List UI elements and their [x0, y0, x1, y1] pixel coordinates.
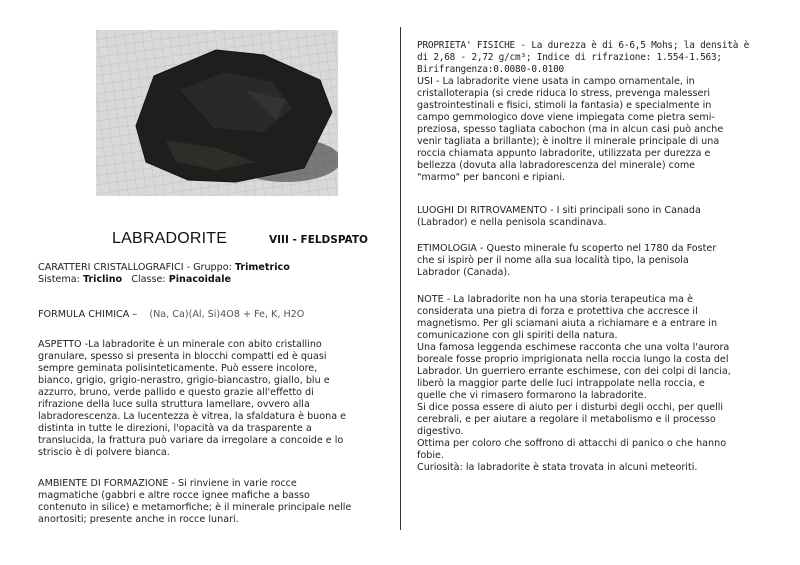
text-line: striscio è di polvere bianca. [38, 447, 170, 458]
mineral-group: VIII - FELDSPATO [269, 234, 368, 246]
text-line: quelle che vi rimasero formarono la labradorite. [417, 390, 647, 401]
labradorite-image [96, 30, 338, 196]
mineral-photo [96, 30, 338, 196]
text-line: granulare, spesso si presenta in blocchi compatti ed è quasi [38, 351, 327, 362]
text-line: Una famosa leggenda eschimese racconta che una volta l'aurora [417, 342, 730, 353]
formula-label: FORMULA CHIMICA – [38, 309, 138, 320]
text-line: cristalloterapia (si crede riduca lo stress, prevenga malesseri [417, 88, 711, 99]
text-line: fobie. [417, 450, 444, 461]
text-line: LUOGHI DI RITROVAMENTO - I siti principali sono in Canada [417, 205, 701, 216]
text-line: di 2,68 - 2,72 g/cm³; Indice di rifrazione: 1.554-1.563; [417, 52, 722, 63]
note-section [417, 294, 777, 474]
text-line: ETIMOLOGIA - Questo minerale fu scoperto nel 1780 da Foster [417, 243, 717, 254]
text-line: Ottima per coloro che soffrono di attacchi di panico o che hanno [417, 438, 727, 449]
text-line: Birifrangenza:0.0080-0.0100 [417, 64, 564, 75]
text-line: (Labrador) e nella penisola scandinava. [417, 217, 607, 228]
text-line: NOTE - La labradorite non ha una storia terapeutica ma è [417, 294, 693, 305]
crystal-group: Trimetrico [234, 262, 290, 273]
text-line: anortositi; presente anche in rocce lunari. [38, 514, 239, 525]
crystal-section [38, 262, 390, 286]
text-line: translucida, la frattura può variare da irregolare a concoide e lo [38, 435, 344, 446]
text-line: contenuto in silice) e metamorfiche; è il minerale principale nelle [38, 502, 352, 513]
text-line: boreale fosse proprio imprigionata nella roccia lungo la costa del [417, 354, 729, 365]
class-label: Classe: [122, 274, 169, 285]
text-line: rifrazione della luce sulla struttura lamellare, ovvero alla [38, 399, 310, 410]
crystal-label: CARATTERI CRISTALLOGRAFICI - Gruppo: [38, 262, 235, 273]
formula-section [38, 309, 390, 321]
system-label: Sistema: [38, 274, 83, 285]
text-line: cerebrali, e per aiutare a regolare il metabolismo e il processo [417, 414, 716, 425]
usi-section [417, 76, 777, 184]
text-line: campo gemmologico dove viene impiegata come pietra semi- [417, 112, 715, 123]
text-line: bianco, grigio, grigio-nerastro, grigio-biancastro, giallo, blu e [38, 375, 330, 386]
text-line: gastrointestinali e fisici, stimoli la fantasia) e specialmente in [417, 100, 712, 111]
formula-value: (Na, Ca)(Al, Si)4O8 + Fe, K, H2O [149, 309, 305, 320]
text-line: che si ispirò per il nome alla sua località tipo, la penisola [417, 255, 689, 266]
text-line: Labrador (Canada). [417, 267, 511, 278]
text-line: digestivo. [417, 426, 464, 437]
text-line: labradorescenza. La lucentezza è vitrea, la sfaldatura è buona e [38, 411, 347, 422]
aspetto-section [38, 339, 390, 459]
proprieta-section [417, 40, 777, 76]
text-line: venir tagliata a brillante); è inoltre il minerale principale di una [417, 136, 720, 147]
text-line: liberò la maggior parte delle luci intrappolate nella roccia, e [417, 378, 705, 389]
text-line: "marmo" per banconi e ripiani. [417, 172, 566, 183]
crystal-system: Triclino [82, 274, 123, 285]
text-line: Si dice possa essere di aiuto per i disturbi degli occhi, per quelli [417, 402, 724, 413]
etimologia-section [417, 243, 777, 279]
page-title: LABRADORITE [112, 230, 228, 247]
text-line: Curiosità: la labradorite è stata trovata in alcuni meteoriti. [417, 462, 698, 473]
column-divider [400, 27, 401, 530]
luoghi-section [417, 205, 777, 229]
text-line: PROPRIETA' FISICHE - La durezza è di 6-6,5 Mohs; la densità è [417, 40, 750, 51]
text-line: ASPETTO -La labradorite è un minerale con abito cristallino [38, 339, 322, 350]
title-row [112, 230, 392, 250]
text-line: sempre geminata polisinteticamente. Può essere incolore, [38, 363, 318, 374]
text-line: roccia chiamata appunto labradorite, utilizzata per durezza e [417, 148, 711, 159]
text-line: Labrador. Un guerriero errante eschimese, con dei colpi di lancia, [417, 366, 731, 377]
text-line: magmatiche (gabbri e altre rocce ignee mafiche a basso [38, 490, 310, 501]
text-line: distinta in tutte le direzioni, l'opacità va da trasparente a [38, 423, 312, 434]
crystal-class: Pinacoidale [168, 274, 232, 285]
text-line: AMBIENTE DI FORMAZIONE - Si rinviene in varie rocce [38, 478, 297, 489]
text-line: considerata una pietra di forza e protettiva che accresce il [417, 306, 698, 317]
text-line: azzurro, bruno, verde pallido e questo grazie all'effetto di [38, 387, 314, 398]
text-line: preziosa, spesso tagliata cabochon (ma in alcun casi può anche [417, 124, 724, 135]
text-line: magnetismo. Per gli sciamani aiuta a richiamare e a entrare in [417, 318, 718, 329]
text-line: comunicazione con gli spiriti della natura. [417, 330, 618, 341]
text-line: USI - La labradorite viene usata in campo ornamentale, in [417, 76, 695, 87]
ambiente-section [38, 478, 390, 526]
text-line: bellezza (dovuta alla labradorescenza del minerale) come [417, 160, 696, 171]
